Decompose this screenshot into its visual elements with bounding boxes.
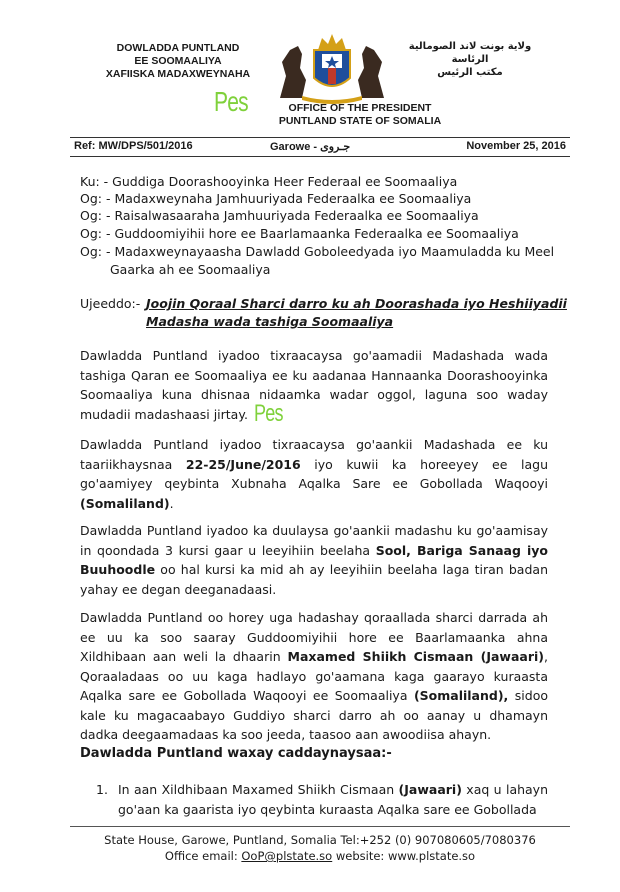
paragraph-2-text-e: . [169,495,174,511]
list-item-1-nickname: (Jawaari) [398,782,462,797]
header-office-line-2: PUNTLAND STATE OF SOMALIA [278,115,442,127]
header-right-line-2: الرئاسة [451,54,489,65]
recipient-line-3: Og: - Raisalwasaaraha Jamhuuriyada Federaalka ee Soomaaliya [80,208,479,223]
header-left-block [98,42,258,81]
coat-of-arms-emblem [272,28,392,104]
footer-email-link[interactable]: OoP@plstate.so [241,849,333,863]
footer-divider [70,826,570,827]
footer-address: State House, Garowe, Puntland, Somalia Tel:+252 (0) 907080605/7080376 [104,833,536,847]
paragraph-4 [80,608,548,745]
paragraph-3 [80,521,548,599]
paragraph-4-text-a: Dawladda Puntland oo horey uga hadashay qoraallada sharci darrada ah ee uu ka soo saaray Guddoomiyihii hore ee Baarlamaanka ahna Xildhibaan aan weli la dhaarin [80,610,548,664]
list-item-1-text-a: In aan Xildhibaan Maxamed Shiikh Cismaan [118,782,399,797]
recipient-line-2: Og: - Madaxweynaha Jamhuuriyada Federaalka ee Soomaaliya [80,191,472,206]
declaration-heading: Dawladda Puntland waxay caddaynaysaa:- [80,746,392,761]
subject-line-2: Madasha wada tashiga Soomaaliya [146,314,394,329]
header-office-block [270,102,450,128]
header-right-block [405,40,535,79]
paragraph-4-text-e: sidoo kale ku magacaabayo Guddiyo sharci darro ah oo aanay u dhamayn dadka deegaamadaas ka soo jeeda, taasoo aan awoodiisa ahayn. [80,688,548,742]
stamp-text-header: Pes [214,86,248,117]
header-right-line-1: ولاية بونت لاند الصومالية [408,41,532,52]
recipient-line-6: Gaarka ah ee Soomaaliya [110,262,271,277]
header-right-line-3: مكتب الرئيس [437,67,503,78]
paragraph-4-somaliland: (Somaliland), [413,688,509,703]
paragraph-2-somaliland: (Somaliland) [80,495,170,511]
reference-number: Ref: MW/DPS/501/2016 [74,140,193,152]
paragraph-2 [80,435,548,513]
paragraph-3-text-c: oo hal kursi ka mid ah ay leeyihiin beelaha laga tiran badan yahay ee degan deeganadaasi. [80,562,548,597]
list-item-1-text-c: xaq u lahayn go'aan ka gaarista iyo qeybinta kuraasta Aqalka sare ee Gobollada [118,782,548,817]
reference-bar [70,137,570,157]
paragraph-2-text-c: iyo kuwii ka horeeyey ee lagu go'aamiyey qeybinta Xubnaha Aqalka Sare ee Gobollada Waqooyi [80,456,549,491]
recipient-line-5: Og: - Madaxweynayaasha Dawladd Goboleedyada iyo Maamuladda ku Meel [80,244,555,259]
footer-contact [60,848,580,864]
list-item-1 [118,780,548,819]
paragraph-2-date: 22-25/June/2016 [185,456,301,472]
footer-email-label: Office email: [164,849,242,863]
recipient-line-1: Ku: - Guddiga Doorashooyinka Heer Federaal ee Soomaaliya [80,174,458,189]
place-name: Garowe - جـروى [270,141,351,153]
subject-line-1: Joojin Qoraal Sharci darro ku ah Doorashada iyo Heshiiyadii [146,296,567,311]
footer-website: website: www.plstate.so [332,849,476,863]
paragraph-2-text-a: Dawladda Puntland iyadoo tixraacaysa go'aankii Madashada ee ku taariikhaysnaa [80,437,548,472]
paragraph-4-text-c: , Qoraaladaas oo uu kaga hadlayo go'aamana kaga gaarayo kuraasta Aqalka sare ee Gobollada Waqooyi ee Soomaaliya [80,649,548,703]
paragraph-1: Dawladda Puntland iyadoo tixraacaysa go'aamadii Madashada wada tashiga Qaran ee Soomaaliya ee ku aadanaa Hannaanka Doorashooyinka Soomaaliya kuna dhisnaa nidaamka wadar oggol, laguna soo waday mudadii madashaasi jirtay. [80,348,548,422]
paragraph-4-name: Maxamed Shiikh Cismaan (Jawaari) [287,649,545,664]
stamp-text-body: Pes [254,400,283,427]
paragraph-3-text-a: Dawladda Puntland iyadoo ka duulaysa go'aankii madashu ku go'aamisay in qoondada 3 kursi gaar u leeyihiin beelaha [80,523,548,558]
header-office-line-1: OFFICE OF THE PRESIDENT [288,102,432,114]
list-item-number: 1. [96,782,108,797]
header-left-line-2: EE SOOMAALIYA [134,55,222,67]
letter-date: November 25, 2016 [466,140,566,152]
header-left-line-3: XAFIISKA MADAXWEYNAHA [105,68,251,80]
recipient-line-4: Og: - Guddoomiyihii hore ee Baarlamaanka Federaalka ee Soomaaliya [80,226,519,241]
header-left-line-1: DOWLADDA PUNTLAND [116,42,240,54]
subject-label: Ujeeddo:- [80,296,141,311]
paragraph-3-regions: Sool, Bariga Sanaag iyo Buuhoodle [80,542,548,577]
